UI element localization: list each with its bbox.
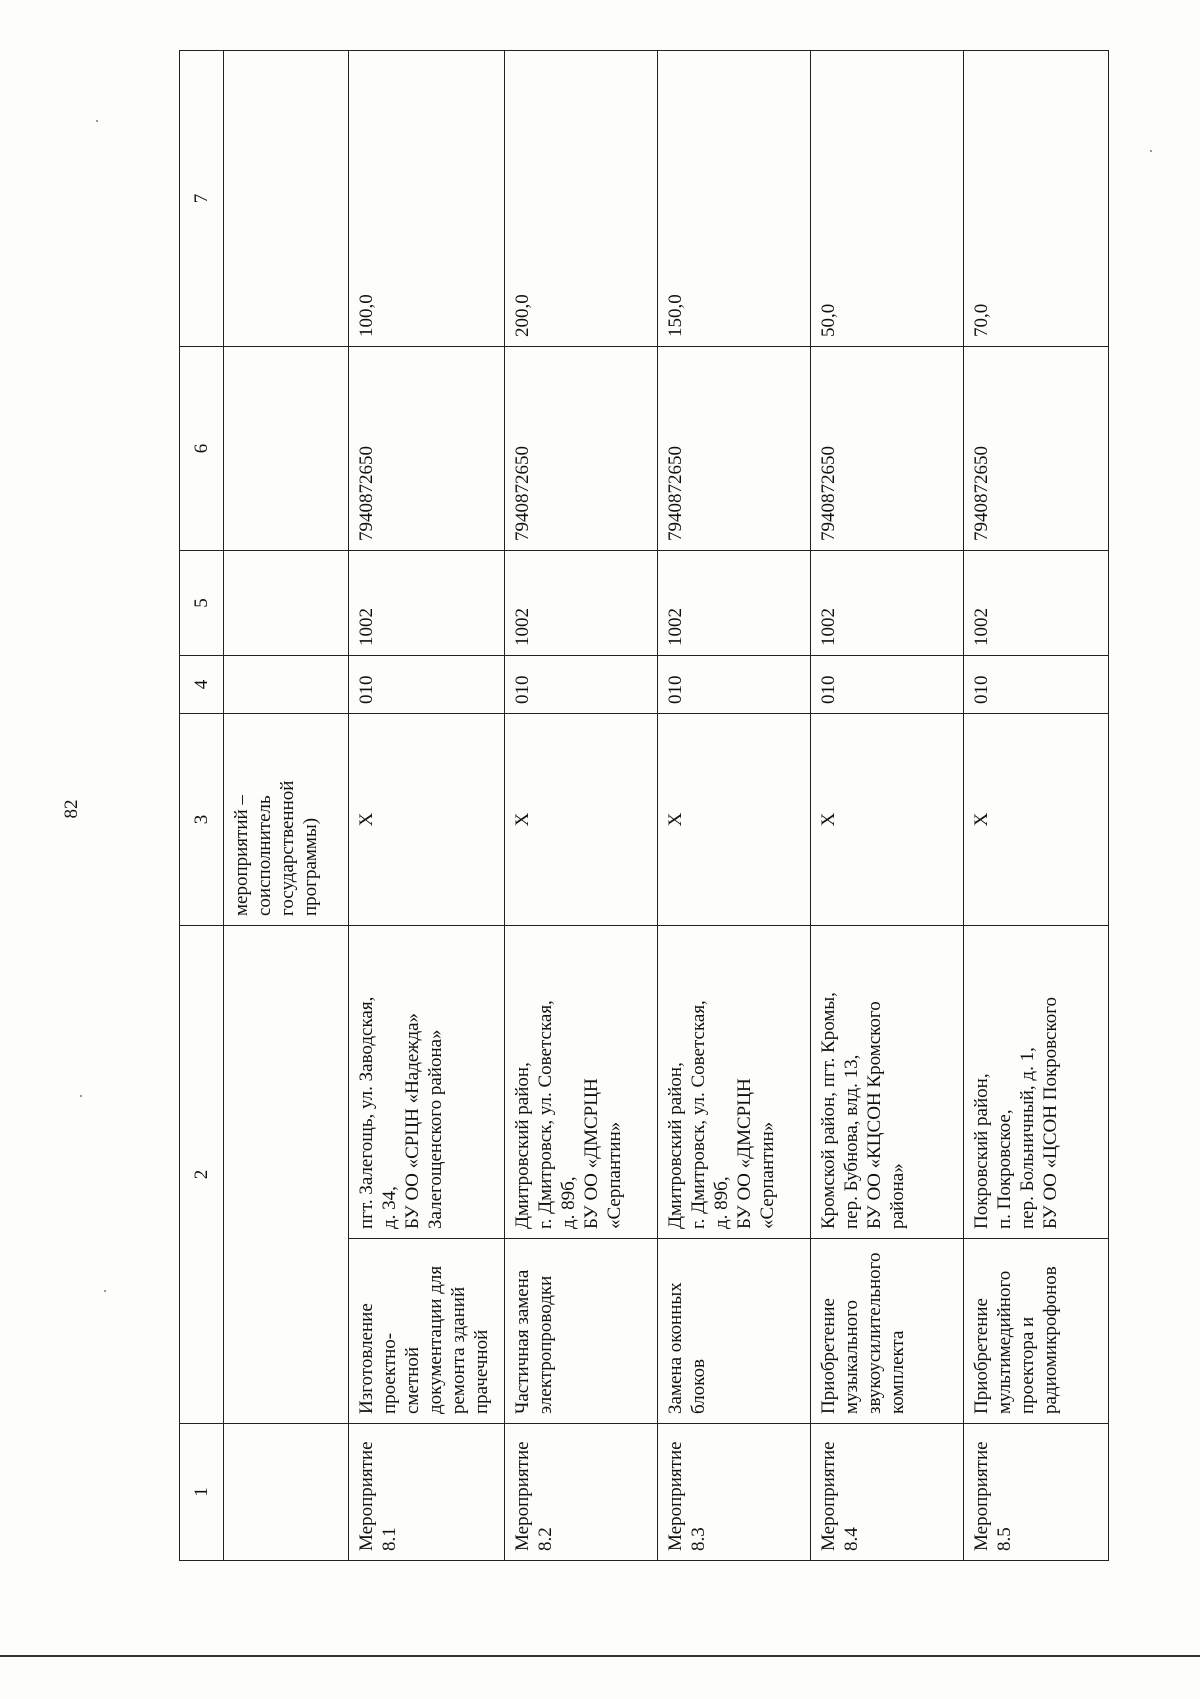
code-target: 7940872650 (348, 347, 504, 551)
column-number: 6 (180, 347, 224, 551)
column-number: 2 (180, 926, 224, 1424)
executor-mark: X (811, 714, 964, 926)
program-activities-table (179, 50, 1109, 1561)
activity-name: Мероприятие 8.3 (657, 1424, 810, 1561)
activity-description: Приобретение музыкального звукоусилительного комплекта (811, 1239, 964, 1424)
empty-cell (224, 347, 348, 551)
activity-name: Мероприятие 8.2 (504, 1424, 657, 1561)
activity-description: Изготовление проектно- сметной документации для ремонта зданий прачечной (348, 1239, 504, 1424)
activity-name: Мероприятие 8.1 (348, 1424, 504, 1561)
activity-name: Мероприятие 8.4 (811, 1424, 964, 1561)
continuation-row (224, 51, 348, 1561)
table-row (811, 51, 964, 1561)
amount-value: 50,0 (811, 51, 964, 347)
activity-description: Частичная замена электропроводки (504, 1239, 657, 1424)
amount-value: 100,0 (348, 51, 504, 347)
code-grbs: 010 (348, 656, 504, 714)
scan-speck (104, 1290, 106, 1292)
table-row (657, 51, 810, 1561)
code-target: 7940872650 (811, 347, 964, 551)
scan-edge-line (0, 1655, 1200, 1657)
activity-address: Кромской район, пгт. Кромы, пер. Бубнова, влд. 13, БУ ОО «КЦСОН Кромского района» (811, 926, 964, 1239)
table-row (504, 51, 657, 1561)
code-grbs: 010 (811, 656, 964, 714)
column-number-row (180, 51, 224, 1561)
code-grbs: 010 (657, 656, 810, 714)
code-section: 1002 (657, 551, 810, 656)
amount-value: 70,0 (964, 51, 1109, 347)
code-section: 1002 (811, 551, 964, 656)
activity-address: Покровский район, п. Покровское, пер. Больничный, д. 1, БУ ОО «ЦСОН Покровского (964, 926, 1109, 1239)
empty-cell (224, 551, 348, 656)
executor-mark: X (657, 714, 810, 926)
activity-name: Мероприятие 8.5 (964, 1424, 1109, 1561)
continuation-text: мероприятий – соисполнитель государственной программы) (224, 714, 348, 926)
column-number: 1 (180, 1424, 224, 1561)
table-row (964, 51, 1109, 1561)
table-row (348, 51, 504, 1561)
column-number: 3 (180, 714, 224, 926)
code-target: 7940872650 (504, 347, 657, 551)
code-section: 1002 (504, 551, 657, 656)
activity-address: пгт. Залегощь, ул. Заводская, д. 34, БУ ОО «СРЦН «Надежда» Залегощенского района» (348, 926, 504, 1239)
executor-mark: X (504, 714, 657, 926)
code-target: 7940872650 (964, 347, 1109, 551)
empty-cell (224, 656, 348, 714)
scan-speck (80, 1095, 82, 1097)
rotated-page-content (179, 51, 1109, 1561)
code-target: 7940872650 (657, 347, 810, 551)
column-number: 7 (180, 51, 224, 347)
empty-cell (224, 926, 348, 1424)
empty-cell (224, 1424, 348, 1561)
executor-mark: X (348, 714, 504, 926)
amount-value: 150,0 (657, 51, 810, 347)
code-grbs: 010 (504, 656, 657, 714)
activity-address: Дмитровский район, г. Дмитровск, ул. Советская, д. 89б, БУ ОО «ДМСРЦН «Серпантин» (657, 926, 810, 1239)
scan-speck (1150, 150, 1152, 152)
amount-value: 200,0 (504, 51, 657, 347)
page-number: 82 (61, 799, 82, 819)
activity-address: Дмитровский район, г. Дмитровск, ул. Советская, д. 89б, БУ ОО «ДМСРЦН «Серпантин» (504, 926, 657, 1239)
code-grbs: 010 (964, 656, 1109, 714)
empty-cell (224, 51, 348, 347)
code-section: 1002 (348, 551, 504, 656)
activity-description: Замена оконных блоков (657, 1239, 810, 1424)
executor-mark: X (964, 714, 1109, 926)
column-number: 5 (180, 551, 224, 656)
column-number: 4 (180, 656, 224, 714)
scan-speck (96, 120, 98, 122)
code-section: 1002 (964, 551, 1109, 656)
activity-description: Приобретение мультимедийного проектора и радиомикрофонов (964, 1239, 1109, 1424)
